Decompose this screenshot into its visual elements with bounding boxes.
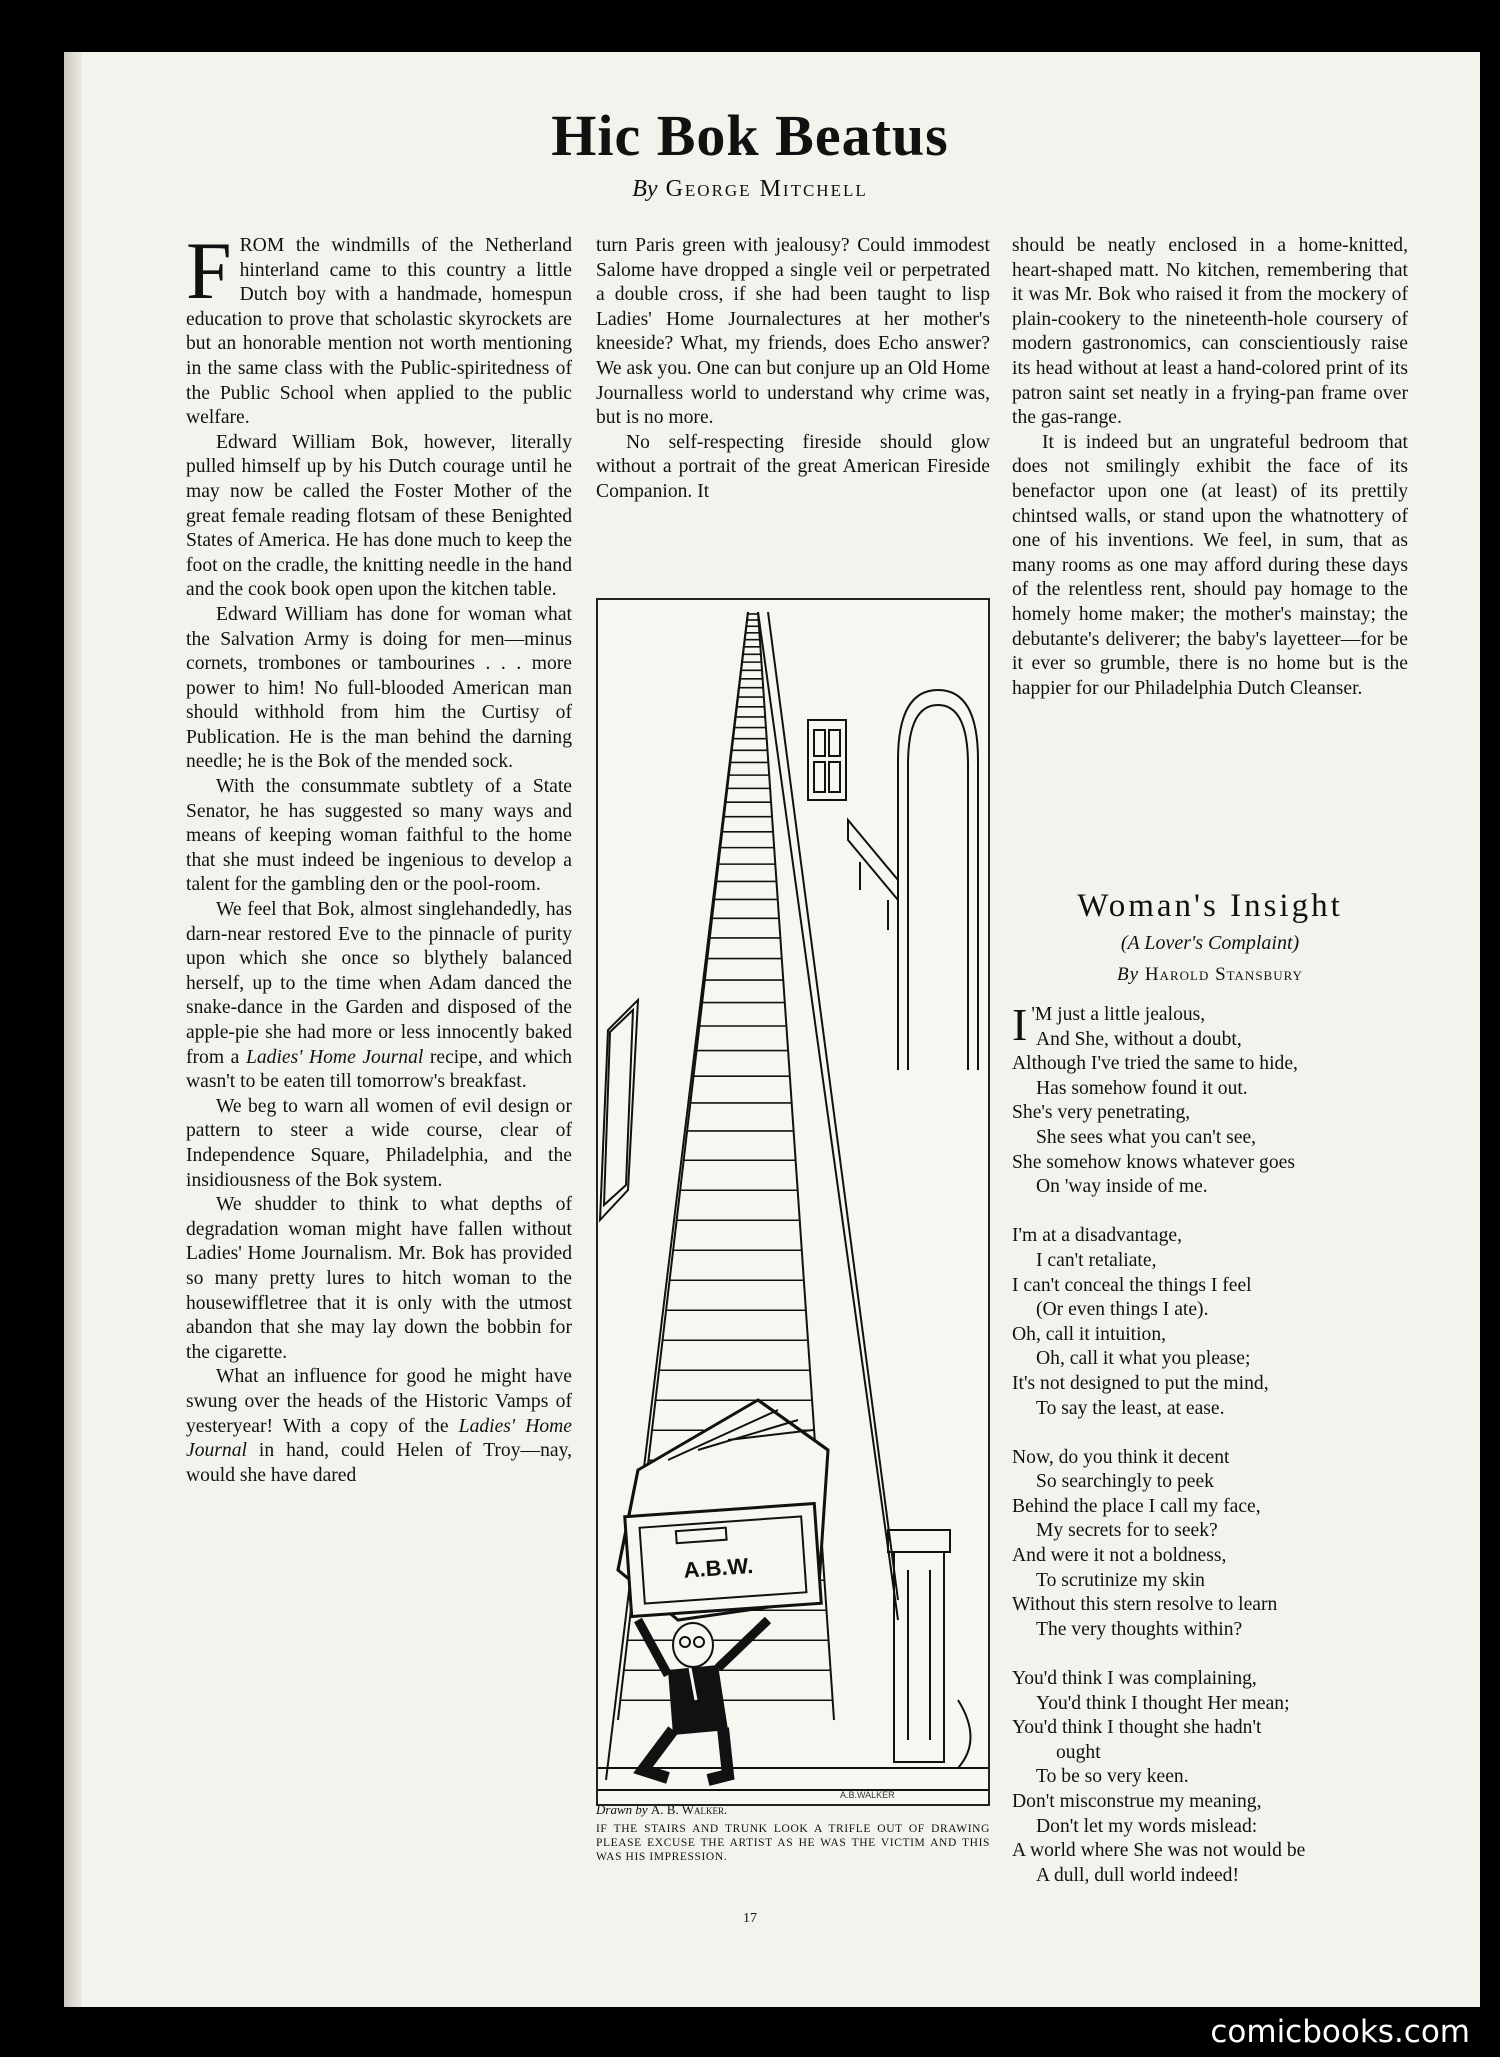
poem-line: The very thoughts within? bbox=[1036, 1618, 1243, 1640]
paragraph-9: turn Paris green with jealousy? Could immodest Salome have dropped a single veil or perpetrated a double cross, if she had been taught to lisp Ladies' Home Journalectures at her mother's kneeside? What, my friends, does Echo answer? We ask you. One can but conjure up an Old Home Journalless world to understand why crime was, but is no more. bbox=[596, 235, 990, 429]
page-spine-shadow bbox=[64, 52, 82, 2007]
poem-line: I 'M just a little jealous, bbox=[1012, 999, 1206, 1050]
poem-stanza-2 bbox=[1012, 1224, 1412, 1421]
poem-line: ought bbox=[1056, 1741, 1101, 1763]
paragraph-12: It is indeed but an ungrateful bedroom that does not smilingly exhibit the face of its benefactor upon one (at least) of its prettily chintsed walls, or stand upon the whatnottery of one of his inventions. We feel, in sum, that as many rooms as one may afford during these days of the relentless rent, should pay homage to the homely home maker; the mother's mainstay; the debutante's deliverer; the baby's layetteer—for be it ever so grumble, there is no home but is the happier for our Philadelphia Dutch Cleanser. bbox=[1012, 431, 1408, 699]
poem-stanza-3 bbox=[1012, 1446, 1412, 1643]
poem-line: On 'way inside of me. bbox=[1036, 1176, 1208, 1198]
paragraph-8: What an influence for good he might have swung over the heads of the Historic Vamps of yesteryear! With a copy of the Ladies' Home Journal in hand, could Helen of Troy—nay, would she have dared bbox=[186, 1366, 573, 1486]
paragraph-10: No self-respecting fireside should glow without a portrait of the great American Fireside Companion. It bbox=[596, 431, 990, 502]
poem-line: A dull, dull world indeed! bbox=[1036, 1864, 1239, 1886]
byline-author: George Mitchell bbox=[665, 176, 868, 202]
poem-stanza-4 bbox=[1012, 1667, 1412, 1888]
poem-line: Oh, call it intuition, bbox=[1012, 1323, 1167, 1345]
stairs-drawing bbox=[598, 600, 988, 1804]
stairs-illustration bbox=[596, 598, 990, 1806]
article-title: Hic Bok Beatus bbox=[551, 103, 949, 168]
poem-line: Although I've tried the same to hide, bbox=[1012, 1053, 1298, 1075]
poem-line: Has somehow found it out. bbox=[1036, 1077, 1248, 1099]
poem-stanza-1 bbox=[1012, 999, 1412, 1200]
illustration-caption: IF THE STAIRS AND TRUNK LOOK A TRIFLE OUT OF DRAWING PLEASE EXCUSE THE ARTIST AS HE WAS THE VICTIM AND THIS WAS HIS IMPRESSION. bbox=[596, 1823, 990, 1863]
byline-prefix: By bbox=[632, 176, 658, 202]
paragraph-6: We beg to warn all women of evil design or pattern to steer a wide course, clear of Independence Square, Philadelphia, and the insidiousness of the Bok system. bbox=[186, 1095, 572, 1191]
poem-line: You'd think I thought she hadn't bbox=[1012, 1717, 1262, 1739]
trunk-label: A.B.W. bbox=[682, 1552, 754, 1583]
article-column-3 bbox=[1012, 234, 1408, 701]
poem-line: You'd think I thought Her mean; bbox=[1036, 1692, 1290, 1714]
poem-line: Don't misconstrue my meaning, bbox=[1012, 1791, 1262, 1812]
article-byline bbox=[0, 176, 1500, 203]
poem-line: You'd think I was complaining, bbox=[1012, 1668, 1257, 1690]
watermark: comicbooks.com bbox=[1210, 2014, 1470, 2050]
poem-line: To be so very keen. bbox=[1036, 1766, 1189, 1788]
paragraph-3: Edward William has done for woman what the Salvation Army is doing for men—minus cornets, trombones or tambourines . . . more power to him! No full-blooded American man should withhold from him the Curtisy of Publication. He is the man behind the darning needle; he is the Bok of the mended sock. bbox=[186, 603, 572, 773]
poem-line: Oh, call it what you please; bbox=[1036, 1348, 1251, 1370]
poem-line: I can't conceal the things I feel bbox=[1012, 1274, 1252, 1296]
drop-cap: F bbox=[186, 225, 232, 316]
poem-line: To scrutinize my skin bbox=[1036, 1569, 1205, 1591]
poem-line: Don't let my words mislead: bbox=[1036, 1815, 1258, 1837]
poem-line: To say the least, at ease. bbox=[1036, 1397, 1225, 1419]
poem-line: My secrets for to seek? bbox=[1036, 1520, 1218, 1542]
poem-line: It's not designed to put the mind, bbox=[1012, 1372, 1269, 1394]
poem-byline: By Harold Stansbury bbox=[1117, 964, 1303, 985]
paragraph-5: We feel that Bok, almost singlehandedly, has darn-near restored Eve to the pinnacle of purity upon which she once so blythely balanced herself, up to the time when Adam danced the snake-dance in the Garden and disposed of the apple-pie she had more or less innocently baked from a Ladies' Home Journal recipe, and which wasn't to be eaten till tomorrow's breakfast. bbox=[186, 899, 572, 1093]
trunk-drawing bbox=[618, 1400, 828, 1620]
page-number: 17 bbox=[743, 1911, 757, 1926]
poem-line: She's very penetrating, bbox=[1012, 1102, 1191, 1124]
poem-line: Now, do you think it decent bbox=[1012, 1446, 1230, 1468]
poem-line: A world where She was not would be bbox=[1012, 1840, 1306, 1862]
poem-line: I'm at a disadvantage, bbox=[1012, 1225, 1183, 1247]
poem-line: So searchingly to peek bbox=[1036, 1471, 1214, 1493]
poem-line: Without this stern resolve to learn bbox=[1012, 1594, 1278, 1616]
paragraph-1: FROM the windmills of the Netherland hinterland came to this country a little Dutch boy with a handmade, homespun education to prove that scholastic skyrockets are but an honorable mention not worth mentioning in the same class with the Public-spiritedness of the Public School when applied to the public welfare. bbox=[186, 225, 572, 429]
poem-line: Behind the place I call my face, bbox=[1012, 1495, 1261, 1517]
poem-body bbox=[1012, 999, 1412, 1913]
poem-title: Woman's Insight bbox=[1077, 888, 1343, 924]
paragraph-7: We shudder to think to what depths of degradation woman might have fallen without Ladies' Home Journalism. Mr. Bok has provided so many pretty lures to hitch woman to the housewiffletree that it is only with the utmost abandon that she may lay down the bobbin for the cigarette. bbox=[186, 1194, 572, 1363]
poem-line: She sees what you can't see, bbox=[1036, 1126, 1257, 1148]
poem-line: And She, without a doubt, bbox=[1036, 1028, 1242, 1050]
paragraph-4: With the consummate subtlety of a State Senator, he has suggested so many ways and means of keeping woman faithful to the home that she must indeed be ingenious to develop a talent for the gambling den or the pool-room. bbox=[186, 776, 572, 896]
paragraph-2: Edward William Bok, however, literally pulled himself up by his Dutch courage until he may now be called the Foster Mother of the great female reading flotsam of these Benighted States of America. He has done much to keep the foot on the cradle, the knitting needle in the hand and the cook book open upon the kitchen table. bbox=[186, 431, 572, 601]
poem-line: (Or even things I ate). bbox=[1036, 1299, 1209, 1321]
poem-line: And were it not a boldness, bbox=[1012, 1545, 1227, 1567]
poem-drop-cap: I bbox=[1012, 999, 1028, 1050]
paragraph-11: should be neatly enclosed in a home-knitted, heart-shaped matt. No kitchen, remembering that it was Mr. Bok who raised it from the mockery of plain-cookery to the nineteenth-hole coursery of modern gastronomics, can conscientiously raise its head without at least a hand-colored print of its patron saint set neatly in a frying-pan frame over the gas-range. bbox=[1012, 235, 1408, 429]
article-column-2 bbox=[596, 234, 990, 505]
artist-signature: A.B.WALKER bbox=[840, 1790, 895, 1800]
illustration-credit: Drawn by A. B. Walker. bbox=[596, 1802, 728, 1817]
article-column-1 bbox=[186, 225, 573, 1488]
poem-line: I can't retaliate, bbox=[1036, 1249, 1157, 1271]
poem-line: She somehow knows whatever goes bbox=[1012, 1151, 1295, 1173]
poem-subtitle: (A Lover's Complaint) bbox=[1120, 932, 1300, 954]
